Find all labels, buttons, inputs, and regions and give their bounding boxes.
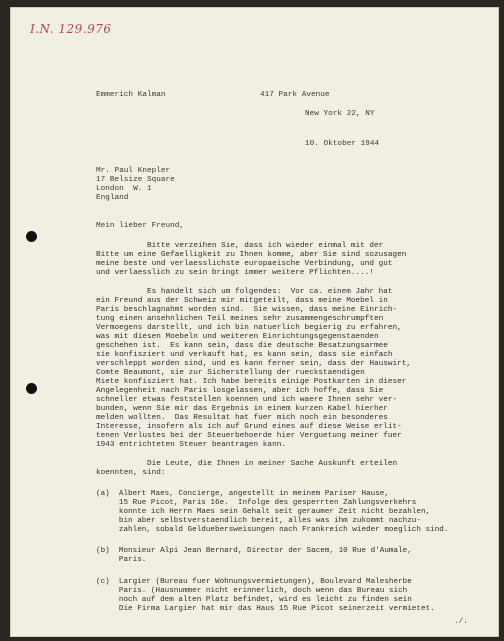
body-line: tung einen ansehnlichen Teil meines sehr zusammengeschrumpften <box>96 315 384 323</box>
list-item-line: (a) Albert Maes, Concierge, angestellt in meinem Pariser Hause, <box>96 490 389 498</box>
sender-address: 417 Park Avenue <box>260 91 330 99</box>
body-line: Bitte um eine Gefaelligkeit zu Ihnen komme, aber Sie sind sozusagen <box>96 251 407 259</box>
body-line: und verlaesslich zu sein bringt immer weitere Pflichten....! <box>96 269 374 277</box>
list-item-line: Paris. <box>96 556 147 564</box>
body-line: Bitte verzeihen Sie, dass ich wieder einmal mit der <box>147 242 384 250</box>
body-line: geschehen ist. Es kann sein, dass die deutsche Besatzungsarmee <box>96 342 388 350</box>
body-line: verschleppt worden sind, und es kann ferner sein, dass der Hauswirt, <box>96 360 412 368</box>
list-item-line: (c) Largier (Bureau fuer Wohnungsvermietungen), Boulevard Malesherbe <box>96 578 412 586</box>
body-line: 1943 entrichteten Steuer beantragen kann. <box>96 441 286 449</box>
list-item-line: Die Firma Largier hat mir das Haus 15 Rue Picot seinerzeit vermietet. <box>96 605 435 613</box>
body-line: Miete konfisziert hat. Ich habe bereits einige Postkarten in dieser <box>96 378 407 386</box>
body-line: Interesse, insofern als ich auf Grund eines auf diese Weise erlit- <box>96 423 402 431</box>
body-line: Vermoegens darstellt, und ich bin natuerlich begierig zu erfahren, <box>96 324 402 332</box>
body-line: ein Freund aus der Schweiz mir mitgeteilt, dass meine Moebel in <box>96 297 388 305</box>
recipient-line: England <box>96 194 129 202</box>
body-line: Comte Beaumont, sie zur Sicherstellung der rueckstaendigen <box>96 369 365 377</box>
letter-page <box>10 7 499 637</box>
punch-hole-top <box>26 231 37 242</box>
list-item-line: Paris. (Hausnummer nicht erinnerlich, doch wenn das Bureau sich <box>96 587 408 595</box>
letter-date: 10. Oktober 1944 <box>305 140 380 148</box>
body-line: was mit diesen Moebeln und weiteren Einrichtungsgegenstaenden <box>96 333 379 341</box>
recipient-line: 17 Belsize Square <box>96 176 175 184</box>
list-item-line: noch auf dem alten Platz befindet, wird es leicht zu finden sein <box>96 596 412 604</box>
body-line: tenen Verlustes bei der Steuerbehoerde hier Verguetung meiner fuer <box>96 432 402 440</box>
continuation-mark: ./. <box>454 618 468 626</box>
list-item-line: 15 Rue Picot, Paris 16e. Infolge des gesperrten Zahlungsverkehrs <box>96 499 417 507</box>
body-line: Angelegenheit nach Paris losgelassen, aber ich hoffe, dass Sie <box>96 387 384 395</box>
list-item-line: zahlen, sobald Gelduebersweisungen nach Frankreich wieder moeglich sind. <box>96 526 449 534</box>
body-line: koennten, sind: <box>96 469 166 477</box>
body-line: melden wollten. Das Resultat hat fuer mich noch ein besonderes <box>96 414 388 422</box>
body-line: sie konfisziert und verkauft hat, es kann sein, dass sie einfach <box>96 351 393 359</box>
body-line: bunden, wenn Sie mir das Ergebnis in einem kurzen Kabel hierher <box>96 405 388 413</box>
recipient-line: London W. 1 <box>96 185 152 193</box>
salutation: Mein lieber Freund, <box>96 222 185 230</box>
sender-city: New York 22, NY <box>305 110 375 118</box>
punch-hole-bottom <box>26 383 37 394</box>
list-item-line: konnte ich Herrn Maes sein Gehalt seit geraumer Zeit nicht bezahlen, <box>96 508 431 516</box>
list-item-line: bin aber selbstverstaendlich bereit, alles was ihm zukommt nachzu- <box>96 517 421 525</box>
body-line: Paris beschlagnahmt worden sind. Sie wissen, dass meine Einrich- <box>96 306 398 314</box>
sender-name: Emmerich Kalman <box>96 91 166 99</box>
recipient-line: Mr. Paul Knepler <box>96 167 171 175</box>
handwritten-reference: I.N. 129.976 <box>30 22 112 36</box>
body-line: schneller etwas feststellen koennen und ich waere Ihnen sehr ver- <box>96 396 398 404</box>
body-line: Es handelt sich um folgendes: Vor ca. einem Jahr hat <box>147 288 393 296</box>
body-line: meine beste und verlaesslichste europaeische Verbindung, und gut <box>96 260 393 268</box>
list-item-line: (b) Monsieur Alpi Jean Bernard, Director der Sacem, 10 Rue d'Aumale, <box>96 547 412 555</box>
body-line: Die Leute, die Ihnen in meiner Sache Auskunft erteilen <box>147 460 398 468</box>
